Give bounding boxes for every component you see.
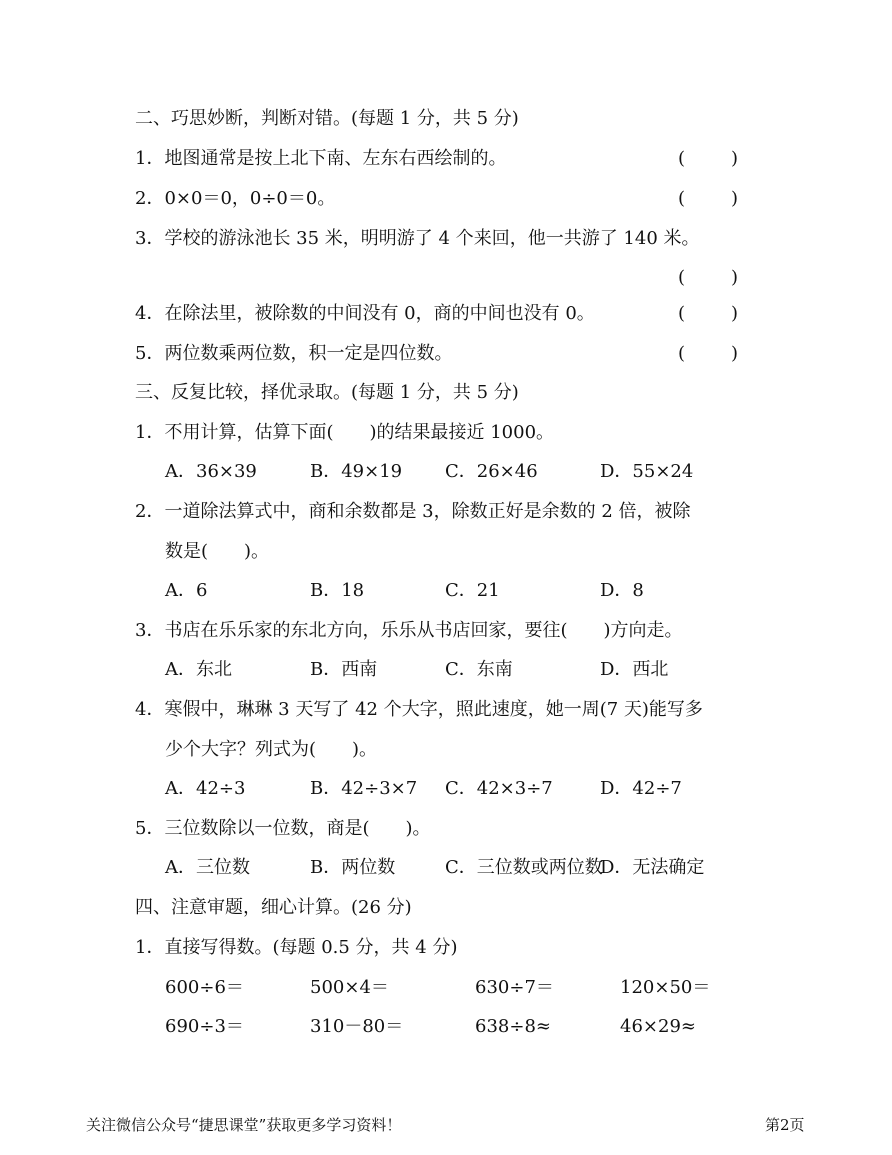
q1-option-d[interactable]: D．55×24 — [600, 461, 694, 482]
close-paren: ) — [730, 188, 738, 209]
q4-option-b[interactable]: B．42÷3×7 — [310, 778, 418, 799]
q3-option-c[interactable]: C．东南 — [445, 659, 513, 680]
open-paren: ( — [678, 343, 686, 364]
choice-question-2-line-1: 2．一道除法算式中，商和余数都是 3，除数正好是余数的 2 倍，被除 — [135, 501, 691, 522]
choice-question-4-line-2: 少个大字？列式为( )。 — [165, 739, 378, 760]
judge-item-1: 1．地图通常是按上北下南、左东右西绘制的。 — [135, 148, 507, 169]
choice-question-4-line-1: 4．寒假中，琳琳 3 天写了 42 个大字，照此速度，她一周(7 天)能写多 — [135, 699, 703, 720]
q1-option-a[interactable]: A．36×39 — [165, 461, 257, 482]
q5-option-d[interactable]: D．无法确定 — [600, 857, 705, 878]
calc-r1-c1: 600÷6＝ — [165, 977, 244, 998]
choice-question-1: 1．不用计算，估算下面( )的结果最接近 1000。 — [135, 422, 555, 443]
q5-option-c[interactable]: C．三位数或两位数 — [445, 857, 603, 878]
close-paren: ) — [730, 303, 738, 324]
judge-item-3: 3．学校的游泳池长 35 米，明明游了 4 个来回，他一共游了 140 米。 — [135, 228, 700, 249]
judge-item-4: 4．在除法里，被除数的中间没有 0，商的中间也没有 0。 — [135, 303, 595, 324]
open-paren: ( — [678, 148, 686, 169]
q1-option-c[interactable]: C．26×46 — [445, 461, 538, 482]
section-4-subheading-1: 1．直接写得数。(每题 0.5 分，共 4 分) — [135, 937, 458, 958]
q5-option-a[interactable]: A．三位数 — [165, 857, 250, 878]
q4-option-a[interactable]: A．42÷3 — [165, 778, 246, 799]
q5-option-b[interactable]: B．两位数 — [310, 857, 396, 878]
q2-option-b[interactable]: B．18 — [310, 580, 365, 601]
judge-item-2: 2．0×0＝0，0÷0＝0。 — [135, 188, 336, 209]
choice-question-3: 3．书店在乐乐家的东北方向，乐乐从书店回家，要往( )方向走。 — [135, 620, 683, 641]
open-paren: ( — [678, 303, 686, 324]
calc-r1-c3: 630÷7＝ — [475, 977, 554, 998]
close-paren: ) — [730, 148, 738, 169]
open-paren: ( — [678, 267, 686, 288]
footer-promo-text: 关注微信公众号“捷思课堂”获取更多学习资料！ — [86, 1116, 402, 1134]
calc-r2-c2: 310－80＝ — [310, 1016, 404, 1037]
q3-option-d[interactable]: D．西北 — [600, 659, 669, 680]
calc-r1-c4: 120×50＝ — [620, 977, 711, 998]
q1-option-b[interactable]: B．49×19 — [310, 461, 403, 482]
section-2-heading: 二、巧思妙断，判断对错。(每题 1 分，共 5 分) — [135, 108, 519, 129]
calc-r2-c1: 690÷3＝ — [165, 1016, 244, 1037]
q4-option-d[interactable]: D．42÷7 — [600, 778, 682, 799]
close-paren: ) — [730, 343, 738, 364]
q2-option-c[interactable]: C．21 — [445, 580, 500, 601]
q3-option-b[interactable]: B．西南 — [310, 659, 378, 680]
section-3-heading: 三、反复比较，择优录取。(每题 1 分，共 5 分) — [135, 382, 519, 403]
calc-r1-c2: 500×4＝ — [310, 977, 389, 998]
page-number: 第2页 — [765, 1116, 805, 1134]
close-paren: ) — [730, 267, 738, 288]
open-paren: ( — [678, 188, 686, 209]
calc-r2-c3: 638÷8≈ — [475, 1016, 551, 1037]
choice-question-2-line-2: 数是( )。 — [165, 541, 270, 562]
section-4-heading: 四、注意审题，细心计算。(26 分) — [135, 897, 412, 918]
q4-option-c[interactable]: C．42×3÷7 — [445, 778, 553, 799]
q2-option-a[interactable]: A．6 — [165, 580, 208, 601]
q3-option-a[interactable]: A．东北 — [165, 659, 232, 680]
calc-r2-c4: 46×29≈ — [620, 1016, 696, 1037]
q2-option-d[interactable]: D．8 — [600, 580, 644, 601]
choice-question-5: 5．三位数除以一位数，商是( )。 — [135, 818, 431, 839]
judge-item-5: 5．两位数乘两位数，积一定是四位数。 — [135, 343, 453, 364]
